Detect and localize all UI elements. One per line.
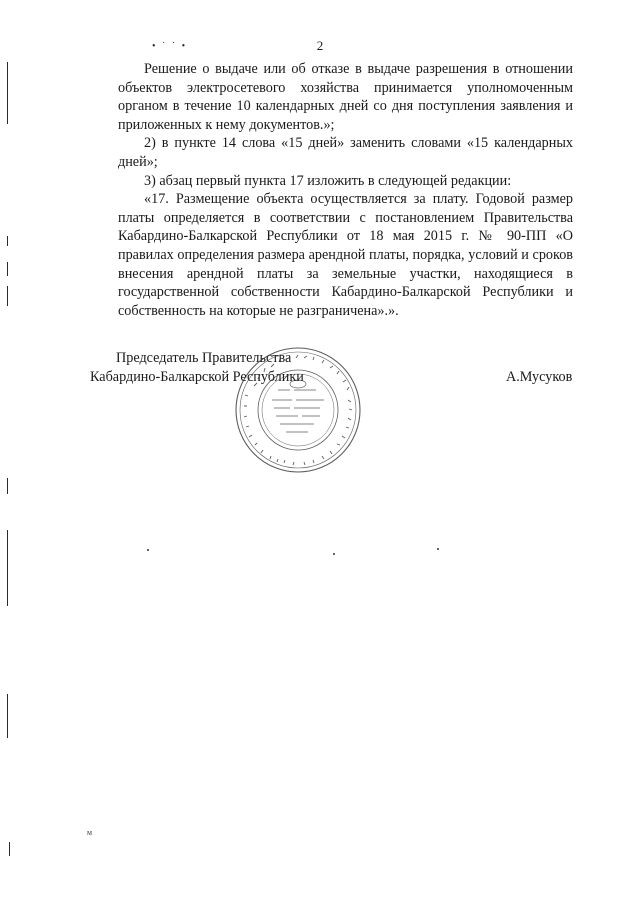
paragraph-item-3: 3) абзац первый пункта 17 изложить в следующей редакции: — [144, 172, 512, 189]
scan-margin-mark — [7, 530, 8, 606]
page-number: 2 — [316, 38, 324, 53]
scan-margin-mark — [7, 694, 8, 738]
scan-margin-mark — [7, 478, 8, 494]
scan-speck — [437, 548, 439, 550]
scan-margin-mark — [9, 842, 10, 856]
official-seal-stamp — [234, 346, 362, 474]
scan-speck — [333, 553, 335, 555]
signature-title-line-1: Председатель Правительства — [116, 350, 292, 366]
paragraph-permit-decision: Решение о выдаче или об отказе в выдаче разрешения в отношении объектов электросетевого хозяйства принимается уполномоченным органом в течение 10 календарных дней со дня поступления заявления и приложенных к нему документов.»; — [118, 61, 573, 133]
document-body — [118, 60, 573, 320]
paragraph-item-2: 2) в пункте 14 слова «15 дней» заменить словами «15 календарных дней»; — [118, 135, 573, 170]
scan-margin-mark — [7, 262, 8, 276]
signatory-name: А.Мусуков — [506, 369, 573, 385]
scan-specks: • ˙ ˙ • — [152, 41, 188, 52]
scan-margin-mark — [7, 286, 8, 306]
corner-mark: м — [87, 828, 93, 837]
scan-margin-mark — [7, 236, 8, 246]
signature-title-line-2: Кабардино-Балкарской Республики — [90, 368, 304, 385]
scan-speck — [147, 549, 149, 551]
paragraph-item-17: «17. Размещение объекта осуществляется за плату. Годовой размер платы определяется в соответствии с постановлением Правительства Кабардино-Балкарской Республики от 18 мая 2015 г. № 90-ПП «О правилах определения размера арендной платы, порядка, условий и сроков внесения арендной платы за земельные участки, находящиеся в государственной собственности Кабардино-Балкарской Республики и собственность на которые не разграничена».». — [118, 191, 573, 319]
scan-margin-mark — [7, 62, 8, 124]
